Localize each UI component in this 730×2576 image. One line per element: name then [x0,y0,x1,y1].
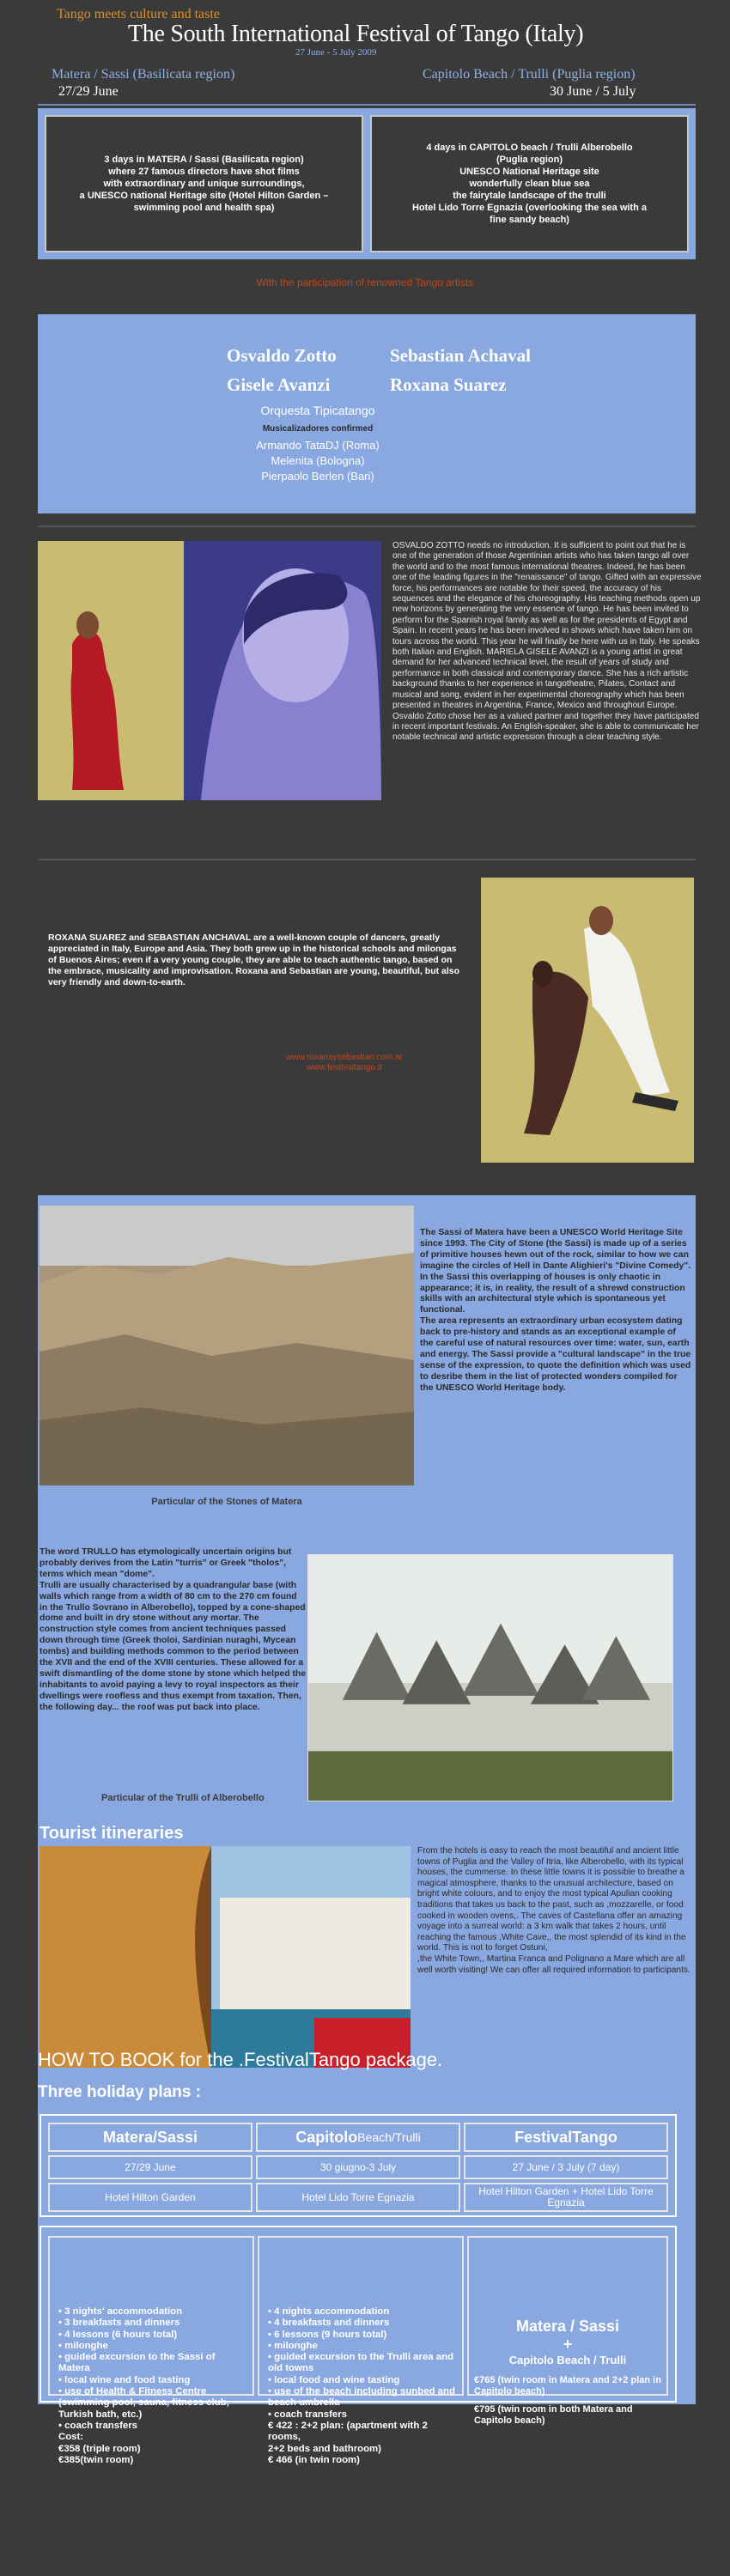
offer-capitolo [258,2236,464,2465]
summary-subtitle: Capitolo Beach / Trulli [508,2354,627,2366]
tourist-description: From the hotels is easy to reach the most beautiful and ancient little towns of Puglia and the Valley of Itria, like Alberobello, with its typical houses, the cummerse. In these little towns it is possible to breathe a magical atmosphere, thanks to the unusual architecture, based on bright white colours, and to enjoy the most typical Apulian cooking traditions that takes us back to the past, such as ,mozzarelle, or food cooked in wooden ovens,. The caves of Castellana offer an amazing voyage into a surreal world: a 3 km walk that takes 2 hours, until reaching the famous ,White Cave,, the most splendid of its kind in the world. This is not to forget Ostuni, ,the White Town,, Martina Franca and Polignano a Mare which are all well worth visiting! We can offer all required information to participants. [417,1846,690,1975]
promo-box-capitolo: 4 days in CAPITOLO beach / Trulli Alberobello (Puglia region) UNESCO National Heritage site wonderfully clean blue sea the fairytale landscape of the trulli Hotel Lido Torre Egnazia (overlooking the sea with a fine sandy beach) [370,115,689,252]
summary-plus: + [563,2336,573,2353]
website-link[interactable]: www.roxanaysebastian.com.ar [286,1053,403,1062]
artist-name: Gisele Avanzi [227,374,331,395]
offer-item: • milonghe [58,2341,246,2352]
couple-description: ROXANA SUAREZ and SEBASTIAN ANCHAVAL are a well-known couple of dancers, greatly appreciated in Italy, Europe and Asia. They both grew up in the historical schools and milongas of Buenos Aires; even if a very young couple, they are able to teach authentic tango, based on the embrace, musicality and improvisation. Roxana and Sebastian are young, beautiful, but also very friendly and down-to-earth. [48,933,460,987]
package-hotel: Hotel Hilton Garden [48,2183,252,2212]
offers-table [40,2226,677,2465]
offer-item: • 6 lessons (9 hours total) [268,2330,455,2341]
offer-item: • local wine and food tasting [58,2375,246,2386]
offer-item: • 3 nights' accommodation [58,2306,246,2318]
cost-label: Cost: [58,2432,84,2443]
section-divider [38,526,696,527]
bio-text: OSVALDO ZOTTO needs no introduction. It is sufficient to point out that he is one of the generation of those Argentinian artists who has taken tango all over the world and to the most famous international theatres. Indeed, he has been one of the leading figures in the "renaissance" of tango. Gifted with an expressive force, his performances are notable for their speed, the accuracy of his sequences and the elegance of his choreography. His teaching methods open up new horizons by generating the very essence of tango. He has been invited to perform for the Spanish royal family as well as for the presidents of Egypt and Spain. In recent years he has been involved in shows which have taken him on tours across the world. This year he will finally be here with us in Italy. He speaks both Italian and English. MARIELA GISELE AVANZI is a young artist in great demand for her advanced technical level, the result of years of study and performance in both classical and contemporary dance. She has a rich artistic background thanks to her experience in tangotheatre, Pilates, Contact and musical and song, evident in her experimental choreography which has been presented in theatres in Argentina, France, Mexico and throughout Europe. Osvaldo Zotto chose her as a valued partner and together they have participated in recent important festivals. An English-speaker, she is able to communicate her notable technical and artistic expression through a clear teaching style. [392,541,702,743]
artist-name: Osvaldo Zotto [227,345,337,366]
tourist-title: Tourist itineraries [40,1824,184,1843]
package-name: Matera/Sassi [48,2123,252,2152]
musicians-list [93,438,543,484]
offer-item: • 4 nights accommodation [268,2306,455,2318]
offer-item: • milonghe [268,2341,455,2352]
left-location: Matera / Sassi (Basilicata region) [52,67,235,82]
promo-section [38,108,696,259]
package-name: Capitolo Beach/Trulli [256,2123,460,2152]
musician-name: Melenita (Bologna) [271,454,365,467]
trulli-caption: Particular of the Trulli of Alberobello [101,1793,265,1803]
offer-item: • 4 lessons (6 hours total) [58,2330,246,2341]
offer-item: • use of the beach including sunbed and beach umbrella [268,2386,455,2409]
cost-label: € 422 : 2+2 plan: (apartment with 2 rooms, [268,2420,428,2443]
header [38,0,699,103]
how-to-book-title: HOW TO BOOK for the .FestivalTango package. [38,2049,443,2070]
summary-price: €765 (twin room in Matera and 2+2 plan in Capitolo beach) [474,2375,661,2397]
zotto-avanzi-photo [38,541,381,800]
left-dates: 27/29 June [58,84,119,99]
offer-item: • 3 breakfasts and dinners [58,2318,246,2329]
trulli-photo [307,1554,673,1801]
website-link[interactable]: www.festivaltango.it [307,1063,382,1072]
offer-item: • local food and wine tasting [268,2375,455,2386]
page-title: The South International Festival of Tango (Italy) [128,21,584,47]
promo-box-matera: 3 days in MATERA / Sassi (Basilicata region) where 27 famous directors have shot films with extraordinary and unique surroundings, a UNESCO national Heritage site (Hotel Hilton Garden – swimming pool and health spa) [45,115,363,252]
offer-item: • coach transfers [58,2421,246,2432]
tagline: Tango meets culture and taste [57,7,220,21]
artist-name: Sebastian Achaval [390,345,531,366]
offer-festival [467,2236,668,2426]
musicalizadores-label: Musicalizadores confirmed [262,424,374,434]
offer-price: €358 (triple room) [58,2443,141,2454]
musician-name: Armando TataDJ (Roma) [256,439,380,452]
offer-price: 2+2 beds and bathroom) [268,2443,381,2454]
package-dates: 30 giugno-3 July [256,2155,460,2179]
offer-matera [48,2236,254,2465]
package-hotel: Hotel Hilton Garden + Hotel Lido Torre Egnazia [464,2183,668,2212]
holiday-plans-title: Three holiday plans : [38,2083,202,2101]
package-dates: 27 June / 3 July (7 day) [464,2155,668,2179]
caves-polignano-photo [40,1846,411,2068]
package-hotel: Hotel Lido Torre Egnazia [256,2183,460,2212]
offer-item: • 4 breakfasts and dinners [268,2318,455,2329]
artists-section [38,314,696,513]
matera-sassi-photo [40,1206,414,1485]
package-dates: 27/29 June [48,2155,252,2179]
musician-name: Pierpaolo Berlen (Bari) [261,470,374,483]
trullo-description: The word TRULLO has etymologically uncertain origins but probably derives from the Latin "turris" or Greek "tholos", terms which mean "dome". Trulli are usually characterised by a quadrangular base (with walls which range from a width of 80 cm to the 270 cm found in the Trullo Sovrano in Alberobello), topped by a cone-shaped dome and built in dry stone without any mortar. The construction style comes from ancient techniques passed down through time (Greek tholoi, Sardinian nuraghi, Mycean tombs) and building methods common to the period between the XVII and the end of the XVIII centuries. These allowed for a swift dismantling of the dome stone by stone which helped the inhabitants to avoid paying a levy to royal inspectors as their dwellings were roofless and thus exempt from taxation. Then, the following day... the roof was put back into place. [40,1547,307,1712]
offer-price: €385(twin room) [58,2454,134,2465]
suarez-achaval-photo [481,878,694,1163]
orquesta-name: Orquesta Tipicatango [260,404,375,417]
section-divider [38,859,696,860]
offer-price: € 466 (in twin room) [268,2454,360,2465]
matera-caption: Particular of the Stones of Matera [151,1497,302,1507]
header-divider [38,104,696,106]
summary-price: €795 (twin room in both Matera and Capitolo beach) [474,2404,633,2426]
packages-table [40,2114,677,2217]
offer-item: • use of Health & Fitness Centre (swimming pool, sauna, fitness club, Turkish bath, etc.) [58,2386,246,2421]
festival-dates: 27 June - 5 July 2009 [295,47,377,58]
right-dates: 30 June / 5 July [550,84,636,99]
package-name: FestivalTango [464,2123,668,2152]
offer-item: • guided excursion to the Sassi of Matera [58,2352,246,2375]
right-location: Capitolo Beach / Trulli (Puglia region) [423,67,636,82]
artist-name: Roxana Suarez [390,374,507,395]
summary-title: Matera / Sassi [515,2318,620,2335]
participation-note: With the participation of renowned Tango artists [256,276,474,289]
couple-links [237,1053,452,1073]
matera-description: The Sassi of Matera have been a UNESCO World Heritage Site since 1993. The City of Stone (the Sassi) is made up of a series of primitive houses hewn out of the rock, similar to how we can imagine the circles of Hell in Dante Alighieri's "Divine Comedy". In the Sassi this overlapping of houses is only chaotic in appearance; it is, in reality, the result of a shrewd construction skills with an architectural style which is spontaneous yet functional. The area represents an extraordinary urban ecosystem dating back to pre-history and stands as an exceptional example of the careful use of natural resources over time: water, sun, earth and energy. The Sassi provide a "cultural landscape" in the true sense of the expression, to quote the definition which was used to desribe them in the list of protected wonders compiled for the UNESCO World Heritage body. [420,1228,691,1393]
offer-item: • coach transfers [268,2409,455,2421]
offer-item: • guided excursion to the Trulli area and old towns [268,2352,455,2375]
